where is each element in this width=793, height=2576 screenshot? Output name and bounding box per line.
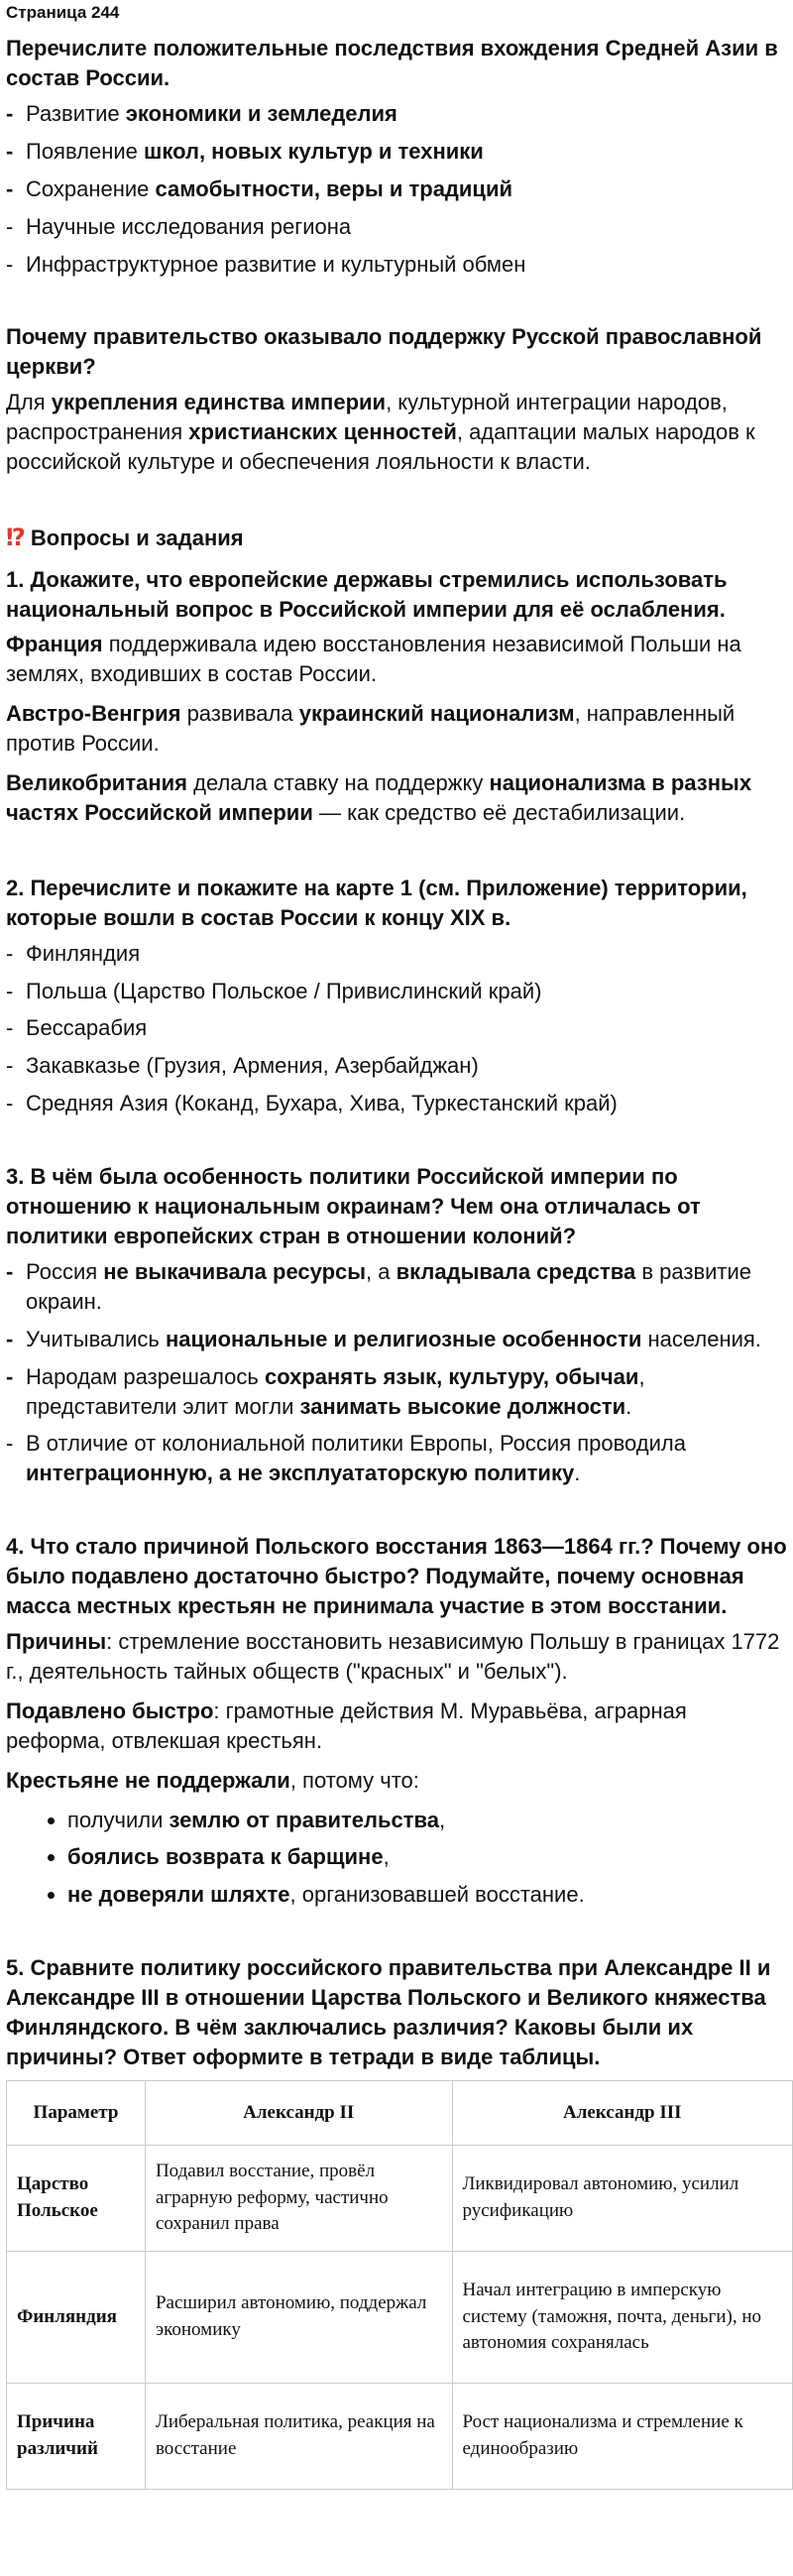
table-cell: Начал интеграцию в имперскую систему (таможня, почта, деньги), но автономия сохранялась [452,2251,793,2383]
list-item: - В отличие от колониальной политики Европы, Россия проводила интеграционную, а не эксплуататорскую политику. [6,1431,686,1486]
list-item: - Развитие экономики и земледелия [6,99,787,129]
dash-marker: - [6,138,14,164]
table-header-cell: Александр III [452,2080,793,2145]
task1-france: Франция поддерживала идею восстановления независимой Польши на землях, входивших в состав России. [6,632,741,687]
list-item: • не доверяли шляхте, организовавшей восстание. [67,1880,787,1910]
table-header-cell: Параметр [7,2080,146,2145]
list-item: - Бессарабия [6,1013,787,1043]
table-cell-param: Причина различий [7,2383,146,2489]
exclamation-question-icon: ⁉ [6,524,23,551]
dash-marker: - [6,978,14,1003]
table-cell: Расширил автономию, поддержал экономику [145,2251,452,2383]
dash-marker: - [6,1258,14,1284]
task1-question: 1. Докажите, что европейские державы стремились использовать национальный вопрос в Российской империи для её ослабления. [6,566,728,622]
task4-peasants: Крестьяне не поддержали, потому что: [6,1767,419,1793]
task1-great-britain: Великобритания делала ставку на поддержку национализма в разных частях Российской империи — как средство её дестабилизации. [6,770,752,825]
dash-marker: - [6,1091,14,1116]
table-row [7,2383,793,2489]
list-item: - Появление школ, новых культур и техники [6,137,787,167]
task2-territories-list [6,939,787,1119]
page [0,2,793,2510]
list-item: - Польша (Царство Польское / Привислинский край) [6,977,787,1006]
comparison-table [6,2080,793,2490]
tasks-section-title: ⁉ Вопросы и задания [6,523,787,555]
dash-marker: - [6,1053,14,1079]
task4-question: 4. Что стало причиной Польского восстания 1863—1864 гг.? Почему оно было подавлено достаточно быстро? Подумайте, почему основная масса местных крестьян не принимала участие в этом восстании. [6,1534,787,1619]
list-item: • боялись возврата к барщине, [67,1842,787,1872]
dash-marker: - [6,940,14,966]
page-number: Страница 244 [6,3,120,22]
table-header-row [7,2080,793,2145]
list-item: - Народам разрешалось сохранять язык, культуру, обычаи, представители элит могли занимать высокие должности. [6,1363,645,1419]
table-cell: Либеральная политика, реакция на восстание [145,2383,452,2489]
list-item: - Средняя Азия (Коканд, Бухара, Хива, Туркестанский край) [6,1089,787,1118]
task4-reasons-list [6,1806,787,1911]
table-row [7,2251,793,2383]
dash-marker: - [6,1363,14,1389]
question-orthodox-church: Почему правительство оказывало поддержку Русской православной церкви? [6,324,762,380]
list-item: - Финляндия [6,939,787,969]
task5-question: 5. Сравните политику российского правительства при Александре II и Александре III в отношении Царства Польского и Великого княжества Финляндского. В чём заключались различия? Каковы были их причины? Ответ оформите в тетради в виде таблицы. [6,1955,771,2069]
list-item: - Закавказье (Грузия, Армения, Азербайджан) [6,1051,787,1081]
dash-marker: - [6,100,14,126]
list-item: - Инфраструктурное развитие и культурный обмен [6,250,787,280]
list-item: - Россия не выкачивала ресурсы, а вкладывала средства в развитие окраин. [6,1258,752,1314]
list-item: - Сохранение самобытности, веры и традиций [6,175,787,204]
task3-list [6,1257,787,1488]
table-header-cell: Александр II [145,2080,452,2145]
task4-causes: Причины: стремление восстановить независимую Польшу в границах 1772 г., деятельность тайных обществ ("красных" и "белых"). [6,1628,780,1684]
task3-question: 3. В чём была особенность политики Российской империи по отношению к национальным окраинам? Чем она отличалась от политики европейских стран в отношении колоний? [6,1164,701,1248]
table-cell-param: Финляндия [7,2251,146,2383]
table-cell: Подавил восстание, провёл аграрную реформу, частично сохранил права [145,2145,452,2251]
list-central-asia-consequences [6,99,787,280]
table-row [7,2145,793,2251]
dash-marker: - [6,1015,14,1041]
table-cell-param: Царство Польское [7,2145,146,2251]
table-cell: Ликвидировал автономию, усилил русификацию [452,2145,793,2251]
task4-suppressed: Подавлено быстро: грамотные действия М. Муравьёва, аграрная реформа, отвлекшая крестьян. [6,1698,687,1753]
answer-orthodox-church: Для укрепления единства империи, культурной интеграции народов, распространения христианских ценностей, адаптации малых народов к российской культуре и обеспечения лояльности к власти. [6,390,755,475]
list-item: • получили землю от правительства, [67,1806,787,1835]
task2-question: 2. Перечислите и покажите на карте 1 (см. Приложение) территории, которые вошли в состав России к концу XIX в. [6,875,747,930]
dash-marker: - [6,213,14,239]
dash-marker: - [6,1431,14,1457]
dash-marker: - [6,1326,14,1351]
table-cell: Рост национализма и стремление к единообразию [452,2383,793,2489]
list-item: - Учитывались национальные и религиозные особенности населения. [6,1325,787,1354]
dash-marker: - [6,176,14,201]
list-item: - Научные исследования региона [6,212,787,242]
task1-austria-hungary: Австро-Венгрия развивала украинский национализм, направленный против России. [6,701,736,757]
dash-marker: - [6,251,14,277]
question-central-asia: Перечислите положительные последствия вхождения Средней Азии в состав России. [6,36,778,90]
